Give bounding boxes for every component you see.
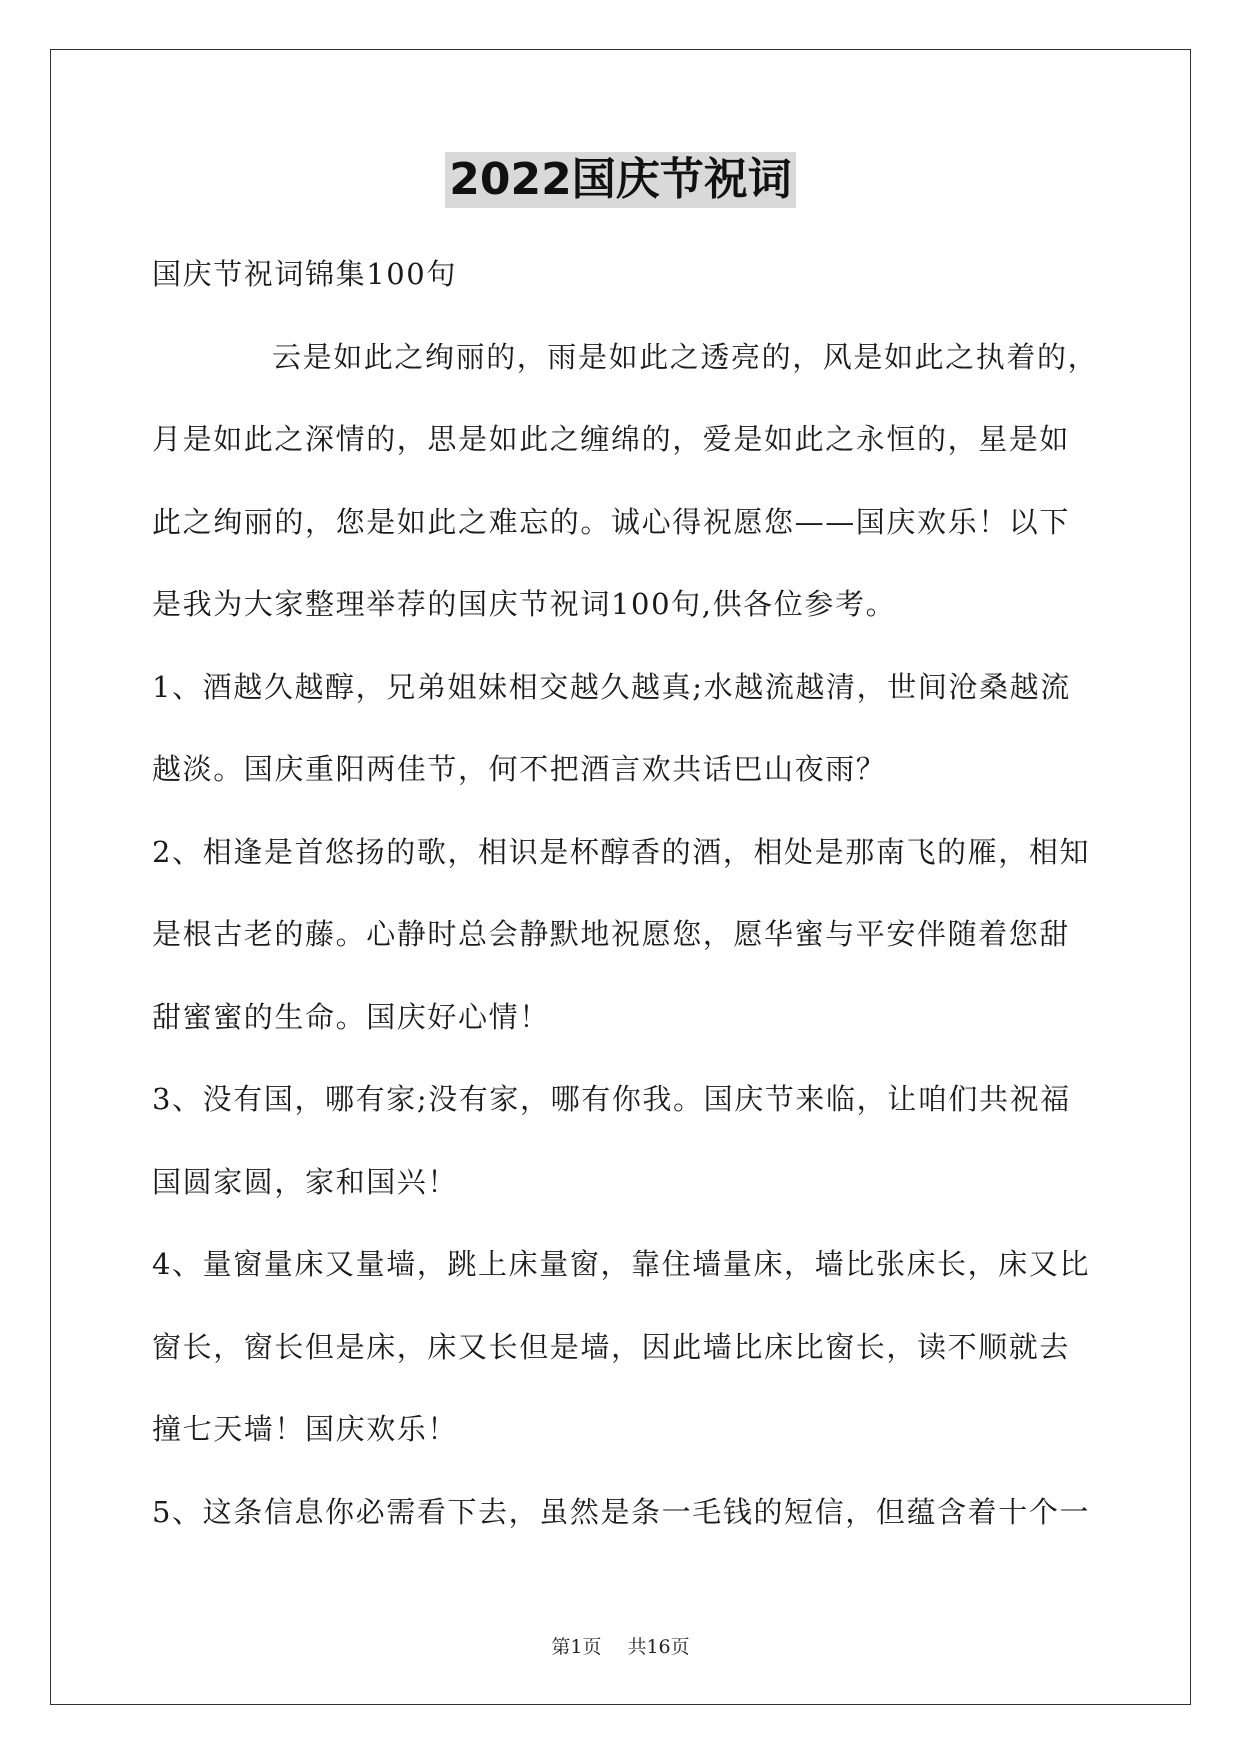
paragraph-line: 甜蜜蜜的生命。国庆好心情！ — [152, 999, 550, 1034]
paragraph-line: 4、量窗量床又量墙，跳上床量窗，靠住墙量床，墙比张床长，床又比 — [152, 1247, 1091, 1281]
paragraph-line: 月是如此之深情的，思是如此之缠绵的，爱是如此之永恒的，星是如 — [152, 422, 1071, 456]
paragraph-line: 撞七天墙！国庆欢乐！ — [152, 1412, 459, 1446]
title-container — [0, 152, 1241, 208]
paragraph-line: 国圆家圆，家和国兴！ — [152, 1164, 459, 1199]
paragraph-line: 是我为大家整理举荐的国庆节祝词100句,供各位参考。 — [152, 587, 897, 621]
paragraph-line: 2、相逢是首悠扬的歌，相识是杯醇香的酒，相处是那南飞的雁，相知 — [152, 834, 1091, 869]
page-total: 共16页 — [627, 1636, 690, 1658]
paragraph-line: 云是如此之绚丽的，雨是如此之透亮的，风是如此之执着的， — [272, 339, 1099, 374]
document-title: 2022国庆节祝词 — [445, 152, 795, 208]
paragraph-line: 越淡。国庆重阳两佳节，何不把酒言欢共话巴山夜雨？ — [152, 752, 887, 786]
paragraph-line: 此之绚丽的，您是如此之难忘的。诚心得祝愿您——国庆欢乐！以下 — [152, 504, 1071, 539]
page-footer — [0, 1632, 1241, 1659]
paragraph-line: 是根古老的藤。心静时总会静默地祝愿您，愿华蜜与平安伴随着您甜 — [152, 917, 1071, 951]
subtitle-line: 国庆节祝词锦集100句 — [152, 257, 457, 291]
page-number: 第1页 — [551, 1636, 602, 1658]
paragraph-line: 窗长，窗长但是床，床又长但是墙，因此墙比床比窗长，读不顺就去 — [152, 1329, 1071, 1364]
document-body — [152, 233, 1099, 1553]
paragraph-line: 1、酒越久越醇，兄弟姐妹相交越久越真;水越流越清，世间沧桑越流 — [152, 669, 1071, 704]
paragraph-line: 3、没有国，哪有家;没有家，哪有你我。国庆节来临，让咱们共祝福 — [152, 1082, 1071, 1116]
paragraph-line: 5、这条信息你必需看下去，虽然是条一毛钱的短信，但蕴含着十个一 — [152, 1494, 1091, 1529]
